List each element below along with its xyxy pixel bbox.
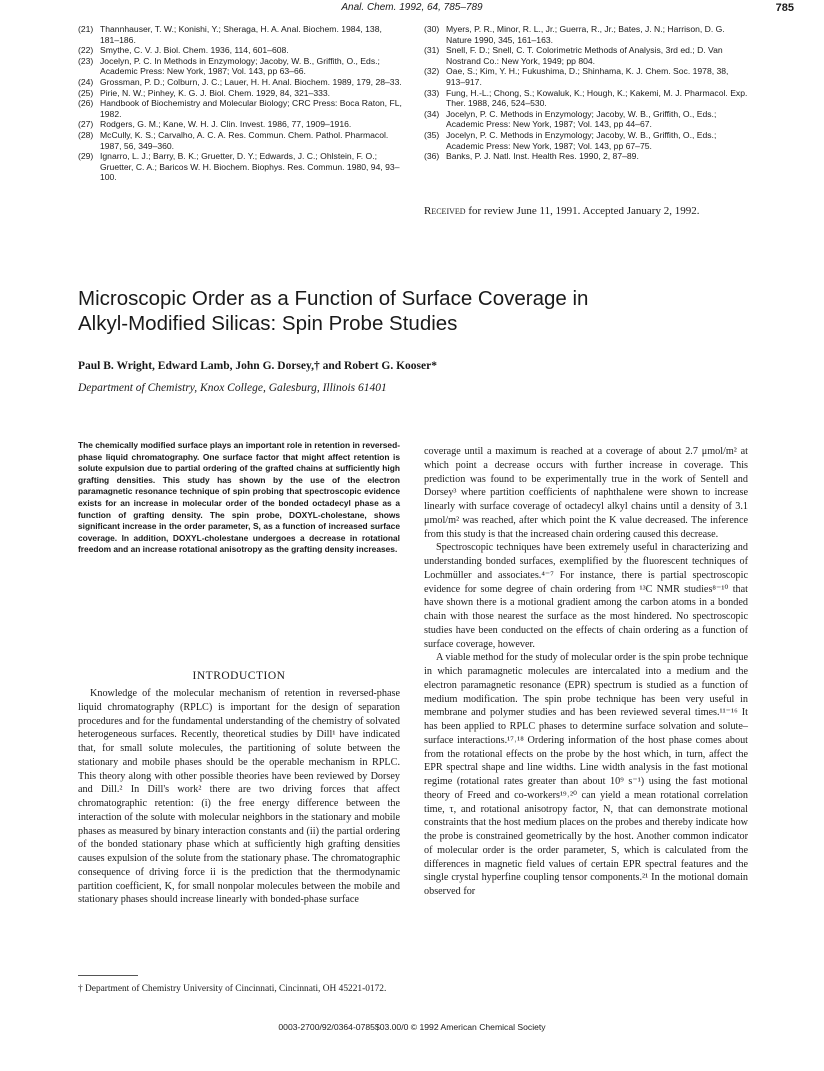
reference-number: (21)	[78, 24, 94, 34]
footnote-rule	[78, 975, 138, 976]
article-title-line-2: Alkyl-Modified Silicas: Spin Probe Studies	[78, 312, 458, 335]
reference-text: Oae, S.; Kim, Y. H.; Fukushima, D.; Shinhama, K. J. Chem. Soc. 1978, 38, 913–917.	[446, 66, 729, 87]
reference-item	[78, 98, 402, 119]
received-label: Received	[424, 205, 466, 217]
reference-text: Banks, P. J. Natl. Inst. Health Res. 1990, 2, 87–89.	[446, 151, 639, 162]
reference-text: Rodgers, G. M.; Kane, W. H. J. Clin. Invest. 1986, 77, 1909–1916.	[100, 119, 352, 130]
reference-number: (34)	[424, 108, 440, 119]
reference-number: (32)	[424, 66, 440, 77]
reference-number: (35)	[424, 129, 440, 140]
reference-item	[78, 56, 402, 77]
reference-number: (28)	[78, 129, 94, 140]
reference-text: Jocelyn, P. C. In Methods in Enzymology; Jacoby, W. B., Griffith, O., Eds.; Academic Press: New York, 1987; Vol. 143, pp 63–66.	[100, 55, 380, 77]
reference-text: Fung, H.-L.; Chong, S.; Kowaluk, K.; Hough, K.; Kakemi, M. J. Pharmacol. Exp. Ther. 1988, 246, 524–530.	[446, 87, 748, 109]
reference-item	[424, 45, 748, 66]
reference-item	[424, 130, 748, 151]
reference-text: Ignarro, L. J.; Barry, B. K.; Gruetter, D. Y.; Edwards, J. C.; Ohlstein, F. O.; Gruetter, C. A.; Baricos W. H. Biochem. Biophys. Res. Commun. 1980, 94, 93–100.	[100, 151, 400, 183]
article-department: Department of Chemistry, Knox College, Galesburg, Illinois 61401	[78, 382, 387, 394]
reference-item	[78, 88, 402, 99]
introduction-heading: INTRODUCTION	[192, 670, 286, 682]
reference-text: Snell, F. D.; Snell, C. T. Colorimetric Methods of Analysis, 3rd ed.; D. Van Nostrand Co.: New York, 1949; pp 804.	[446, 45, 723, 66]
reference-item	[424, 88, 748, 109]
reference-text: Handbook of Biochemistry and Molecular Biology; CRC Press: Boca Raton, FL, 1982.	[100, 98, 402, 119]
author-footnote: † Department of Chemistry University of Cincinnati, Cincinnati, OH 45221-0172.	[78, 984, 387, 994]
reference-text: Grossman, P. D.; Colburn, J. C.; Lauer, H. H. Anal. Biochem. 1989, 179, 28–33.	[100, 76, 402, 87]
reference-number: (24)	[78, 76, 94, 87]
introduction-right-column	[424, 445, 748, 899]
reference-item	[424, 151, 748, 162]
journal-citation: Anal. Chem. 1992, 64, 785–789	[341, 2, 483, 13]
reference-text: Thannhauser, T. W.; Konishi, Y.; Sheraga, H. A. Anal. Biochem. 1984, 138, 181–186.	[100, 24, 382, 45]
reference-item	[424, 109, 748, 130]
abstract: The chemically modified surface plays an important role in retention in reversed-phase liquid chromatography. One surface factor that might affect retention is solute expulsion due to partial ordering of the grafted chains at sufficiently high grafting densities. This study has shown by the use of the electron paramagnetic resonance technique of spin probing that spectroscopic evidence exists for an increase in molecular order of the bonded octadecyl phase as a function of grafting density. The spin probe, DOXYL-cholestane, shows significant increase in the order parameter, S, as a function of increased surface coverage. In addition, DOXYL-cholestane undergoes a decrease in rotational freedom and an increase rotational anisotropy as the grafting density increases.	[78, 440, 400, 555]
page-number: 785	[775, 2, 794, 14]
reference-item	[424, 24, 748, 45]
reference-item	[78, 130, 402, 151]
intro-right-paragraph-3: A viable method for the study of molecular order is the spin probe technique in which paramagnetic molecules are intercalated into a medium and the electron paramagnetic resonance (EPR) spectrum is studied as a function of medium modification. The spin probe technique has been very useful in membrane and polymer studies and has been reviewed several times.¹¹⁻¹⁶ It has been applied to RPLC phases to determine surface solvation and solute–surface interactions.¹⁷˒¹⁸ Ordering information of the host phase comes about from the rotational effects on the probe by the host which, in turn, affect the EPR spectral shape and line widths. Line width analysis in the fast motional regime (rotational rates greater than about 10⁹ s⁻¹) using the fast motional theory of Freed and co-workers¹⁹˒²⁰ can yield a mean rotational correlation time, τ, and rotational anisotropy factor, N, that can demonstrate motional constraints that the host medium places on the probes and thereby indicate how the probe is constrained geometrically by the host. Another common indicator of molecular order is the order parameter, S, which is calculated from the differences in magnetic field values of certain EPR spectral features and the single crystal hyperfine coupling tensor components.²¹ In the motional domain observed for	[424, 652, 748, 897]
article-authors: Paul B. Wright, Edward Lamb, John G. Dorsey,† and Robert G. Kooser*	[78, 360, 437, 372]
reference-number: (23)	[78, 55, 94, 66]
reference-text: Jocelyn, P. C. Methods in Enzymology; Jacoby, W. B., Griffith, O., Eds.; Academic Press: New York, 1987; Vol. 143, pp 44–67.	[446, 108, 717, 130]
reference-text: Myers, P. R., Minor, R. L., Jr.; Guerra, R., Jr.; Bates, J. N.; Harrison, D. G. Nature 1990, 345, 161–163.	[446, 24, 725, 45]
intro-right-paragraph-1: coverage until a maximum is reached at a coverage of about 2.7 μmol/m² at which point a decrease occurs with further increase in coverage. This prediction was found to be experimentally true in the work of Sentell and Dorsey³ where partition coefficients of naphthalene were shown to increase linearly with surface coverage of octadecyl alkyl chains until a density of 3.1 μmol/m² was reached, after which point the K value decreased. The inference from this study is that the increased chain ordering caused this decrease.	[424, 446, 748, 540]
reference-number: (33)	[424, 87, 440, 98]
reference-item	[78, 151, 402, 183]
references-left-column	[78, 24, 402, 183]
reference-text: Smythe, C. V. J. Biol. Chem. 1936, 114, 601–608.	[100, 45, 289, 56]
reference-number: (29)	[78, 151, 94, 162]
reference-item	[424, 66, 748, 87]
intro-right-paragraph-2: Spectroscopic techniques have been extremely useful in characterizing and understanding bonded surfaces, exemplified by the fluorescent techniques of Lochmüller and associates.⁴⁻⁷ For instance, there is partial spectroscopic evidence for some degree of chain ordering from ¹³C NMR studies⁸⁻¹⁰ that have shown there is a motional gradient among the carbon atoms in a bonded chain with those nearest the surface as the most hindered. No spectroscopic studies have been conducted on the effects of chain ordering as a function of surface coverage, however.	[424, 542, 748, 650]
reference-item	[78, 119, 402, 130]
received-text: for review June 11, 1991. Accepted January 2, 1992.	[468, 205, 700, 217]
reference-number: (36)	[424, 151, 440, 162]
reference-text: Jocelyn, P. C. Methods in Enzymology; Jacoby, W. B., Griffith, O., Eds.; Academic Press: New York, 1987; Vol. 143, pp 67–75.	[446, 129, 717, 151]
reference-number: (22)	[78, 45, 94, 56]
reference-number: (27)	[78, 119, 94, 130]
reference-number: (31)	[424, 45, 440, 56]
reference-number: (26)	[78, 98, 94, 109]
article-title	[78, 286, 758, 336]
page-footer: 0003-2700/92/0364-0785$03.00/0 © 1992 American Chemical Society	[278, 1022, 546, 1032]
reference-item	[78, 77, 402, 88]
running-header	[0, 0, 824, 20]
article-title-line-1: Microscopic Order as a Function of Surface Coverage in	[78, 287, 589, 310]
reference-item	[78, 24, 402, 45]
received-note	[424, 205, 784, 217]
reference-number: (30)	[424, 24, 440, 34]
reference-item	[78, 45, 402, 56]
reference-number: (25)	[78, 87, 94, 98]
reference-text: Pirie, N. W.; Pinhey, K. G. J. Biol. Chem. 1929, 84, 321–333.	[100, 87, 331, 98]
reference-text: McCully, K. S.; Carvalho, A. C. A. Res. Commun. Chem. Pathol. Pharmacol. 1987, 56, 349–360.	[100, 129, 389, 151]
references-right-column	[424, 24, 748, 162]
introduction-left-paragraph: Knowledge of the molecular mechanism of retention in reversed-phase liquid chromatography (RPLC) is important for the design of separation procedures and for the fundamental understanding of the chemistry of solvated heterogeneous surfaces. Recently, theoretical studies by Dill¹ have indicated that, for small solute molecules, the partitioning of solute between the stationary and mobile phases should be the operable mechanism in RPLC. This theory along with other possible theories have been reviewed by Dorsey and Dill.² In Dill's work² there are two driving forces that affect chromatographic retention: (i) the free energy difference between the interaction of the solute with molecular neighbors in the stationary and mobile phases as measured by binary interaction constants and (ii) the partial ordering of the bonded stationary phase which at sufficiently high grafting densities causes expulsion of the solute from the stationary phase. The chromatographic consequence of driving force ii is the prediction that the thermodynamic partition coefficient, K, for small nonpolar molecules between the mobile and stationary phases should increase linearly with bonded-phase surface	[78, 688, 400, 906]
